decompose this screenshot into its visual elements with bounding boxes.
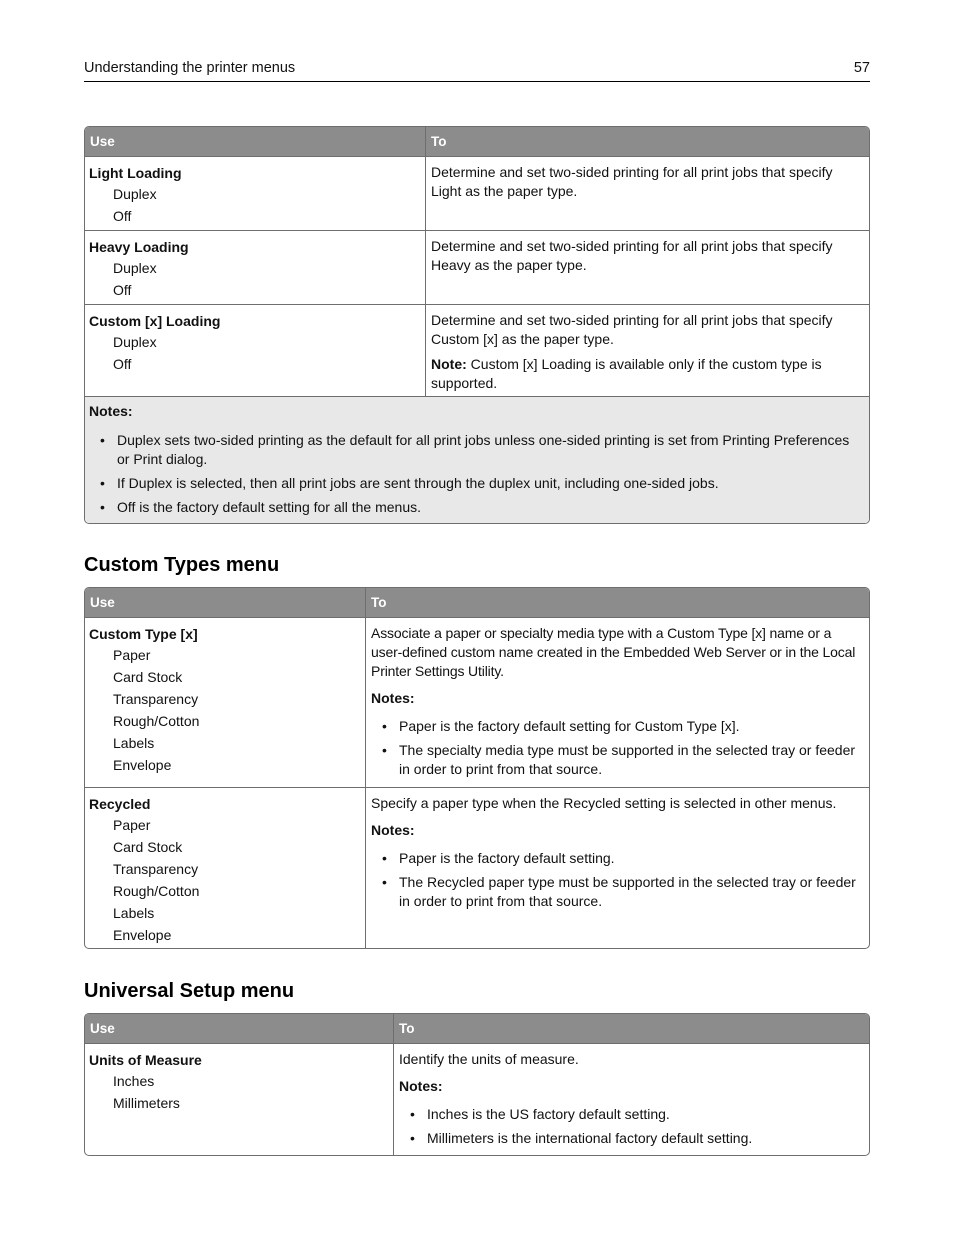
notes-label: Notes: [89, 403, 133, 419]
custom-types-table [84, 587, 870, 949]
table-row [85, 1043, 869, 1155]
option-description: Specify a paper type when the Recycled setting is selected in other menus. [371, 795, 837, 811]
option-value: Duplex [113, 186, 157, 202]
option-value: Rough/Cotton [113, 883, 200, 899]
table-row [85, 156, 869, 230]
list-item: • Paper is the factory default setting. [382, 850, 615, 866]
option-value: Inches [113, 1073, 155, 1089]
bullet-icon: • [410, 1106, 415, 1122]
option-name: Custom [x] Loading [89, 313, 221, 329]
option-description: Determine and set two-sided printing for all print jobs that specify Heavy as the paper type. [431, 238, 833, 273]
col-header-to: To [425, 127, 869, 156]
option-value: Paper [113, 647, 151, 663]
bullet-icon: • [382, 850, 387, 866]
bullet-icon: • [382, 742, 387, 758]
option-value: Off [113, 208, 132, 224]
list-item: • Millimeters is the international factory default setting. [410, 1130, 753, 1146]
option-description: Determine and set two-sided printing for all print jobs that specify Light as the paper type. [431, 164, 833, 199]
option-value: Rough/Cotton [113, 713, 200, 729]
table-notes [85, 396, 869, 523]
bullet-icon: • [100, 432, 105, 448]
option-value: Transparency [113, 691, 199, 707]
list-item: • Paper is the factory default setting for Custom Type [x]. [382, 718, 740, 734]
section-title-universal-setup: Universal Setup menu [84, 980, 295, 1002]
option-name: Custom Type [x] [89, 626, 198, 642]
list-item: • If Duplex is selected, then all print jobs are sent through the duplex unit, including one-sided jobs. [100, 475, 719, 491]
option-name: Heavy Loading [89, 239, 189, 255]
bullet-icon: • [382, 718, 387, 734]
option-description: Determine and set two-sided printing for all print jobs that specify Custom [x] as the paper type. [431, 312, 833, 347]
option-value: Labels [113, 905, 155, 921]
notes-label: Notes: [371, 822, 415, 838]
option-value: Card Stock [113, 669, 183, 685]
list-item: • Inches is the US factory default setting. [410, 1106, 670, 1122]
option-value: Duplex [113, 334, 157, 350]
option-description: Identify the units of measure. [399, 1051, 579, 1067]
table-row [85, 304, 869, 396]
notes-label: Notes: [399, 1078, 443, 1094]
notes-label: Notes: [371, 690, 415, 706]
option-value: Envelope [113, 927, 172, 943]
col-header-use: Use [90, 1021, 115, 1036]
bullet-icon: • [382, 874, 387, 890]
list-item: • Off is the factory default setting for all the menus. [100, 499, 422, 515]
col-header-use: Use [90, 595, 115, 610]
option-value: Off [113, 282, 132, 298]
option-value: Envelope [113, 757, 172, 773]
option-value: Transparency [113, 861, 199, 877]
option-value: Card Stock [113, 839, 183, 855]
bullet-icon: • [100, 475, 105, 491]
table-row [85, 787, 869, 948]
option-value: Labels [113, 735, 155, 751]
option-name: Recycled [89, 796, 151, 812]
bullet-icon: • [410, 1130, 415, 1146]
loading-table [84, 126, 870, 524]
running-title: Understanding the printer menus [84, 60, 296, 76]
table-header [85, 1014, 869, 1043]
option-value: Paper [113, 817, 151, 833]
table-row [85, 617, 869, 787]
option-name: Units of Measure [89, 1052, 202, 1068]
option-value: Millimeters [113, 1095, 180, 1111]
option-description: Associate a paper or specialty media type with a Custom Type [x] name or a user-defined custom name created in the Embedded Web Server or in the Local Printer Settings Utility. [371, 625, 856, 679]
page-number: 57 [853, 60, 870, 76]
col-header-to: To [393, 1014, 869, 1043]
col-header-to: To [365, 588, 869, 617]
list-item: • The Recycled paper type must be supported in the selected tray or feeder in order to print from that source. [382, 874, 856, 909]
universal-setup-table [84, 1013, 870, 1156]
bullet-icon: • [100, 499, 105, 515]
option-value: Off [113, 356, 132, 372]
page-header [84, 60, 870, 82]
table-header [85, 127, 869, 156]
list-item: • Duplex sets two-sided printing as the default for all print jobs unless one-sided printing is set from Printing Preferences or Print dialog. [100, 432, 850, 467]
col-header-use: Use [90, 134, 115, 149]
table-header [85, 588, 869, 617]
list-item: • The specialty media type must be supported in the selected tray or feeder in order to print from that source. [382, 742, 856, 777]
option-note: Note: Custom [x] Loading is available only if the custom type is supported. [431, 356, 822, 391]
table-row [85, 230, 869, 304]
section-title-custom-types: Custom Types menu [84, 554, 280, 576]
option-name: Light Loading [89, 165, 182, 181]
option-value: Duplex [113, 260, 157, 276]
